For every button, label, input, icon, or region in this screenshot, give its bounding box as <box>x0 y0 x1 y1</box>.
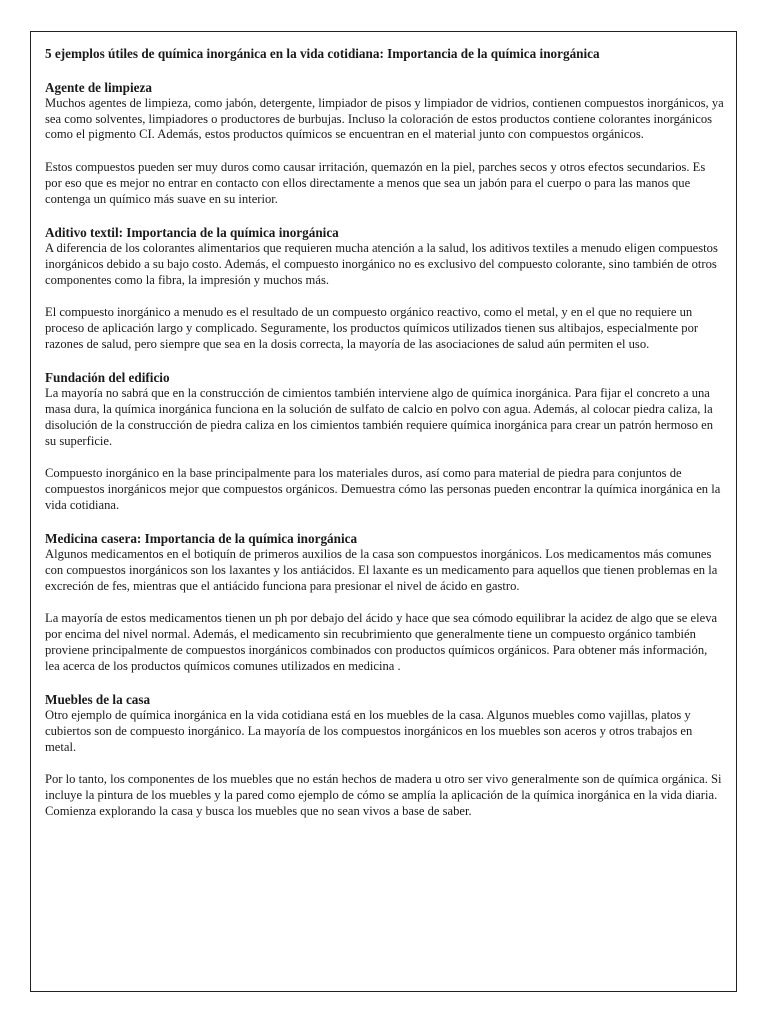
paragraph: Estos compuestos pueden ser muy duros como causar irritación, quemazón en la piel, parches secos y otros efectos secundarios. Es por eso que es mejor no entrar en contacto con ellos directamente a menos que sea un jabón para el cuerpo o para las manos que contenga un químico más suave en su interior. <box>45 160 706 206</box>
paragraph: Otro ejemplo de química inorgánica en la vida cotidiana está en los muebles de la casa. Algunos muebles como vajillas, platos y cubiertos son de compuesto inorgánico. La mayoría de los compuestos inorgánicos en los muebles son aceros y otros trabajos en metal. <box>45 708 693 754</box>
section-heading: Agente de limpieza <box>45 80 152 95</box>
paragraph: Muchos agentes de limpieza, como jabón, detergente, limpiador de pisos y limpiador de vidrios, contienen compuestos inorgánicos, ya sea como solventes, limpiadores o productores de burbujas. Incluso la coloración de estos productos contiene colorantes inorgánicos como el pigmento CI. Además, estos productos químicos se encuentran en el material junto con compuestos orgánicos. <box>45 96 724 142</box>
section-heading: Aditivo textil: Importancia de la química inorgánica <box>45 225 339 241</box>
paragraph: Algunos medicamentos en el botiquín de primeros auxilios de la casa son compuestos inorgánicos. Los medicamentos más comunes con compuestos inorgánicos son los laxantes y los antiácidos. El laxante es un medicamento para aquellos que tienen problemas en la excreción de fes, mientras que el antiácido funciona para presionar el nivel de ácido en gastro. <box>45 547 718 593</box>
paragraph: Compuesto inorgánico en la base principalmente para los materiales duros, así como para material de piedra para conjuntos de compuestos inorgánicos mejor que compuestos orgánicos. Demuestra cómo las personas pueden encontrar la química inorgánica en la vida cotidiana. <box>45 466 721 512</box>
page-title: 5 ejemplos útiles de química inorgánica en la vida cotidiana: Importancia de la química inorgánica <box>45 46 600 61</box>
paragraph: El compuesto inorgánico a menudo es el resultado de un compuesto orgánico reactivo, como el metal, y en el que no requiere un proceso de aplicación largo y complicado. Seguramente, los productos químicos utilizados tienen sus altibajos, especialmente por razones de salud, pero siempre que sea en la dosis correcta, la mayoría de las asociaciones de salud aún permiten el uso. <box>45 305 699 351</box>
section-building-foundation <box>45 370 725 513</box>
section-heading: Muebles de la casa <box>45 692 151 708</box>
section-heading: Medicina casera: Importancia de la química inorgánica <box>45 531 358 547</box>
section-cleaning-agent <box>45 80 725 207</box>
section-home-furniture <box>45 692 725 819</box>
paragraph: La mayoría de estos medicamentos tienen un ph por debajo del ácido y hace que sea cómodo equilibrar la acidez de algo que se eleva por encima del nivel normal. Además, el medicamento sin recubrimiento que generalmente tiene un compuesto orgánico también proviene principalmente de compuestos inorgánicos combinados con productos químicos orgánicos. Para obtener más información, lea acerca de los productos químicos comunes utilizados en medicina . <box>45 611 718 673</box>
paragraph: La mayoría no sabrá que en la construcción de cimientos también interviene algo de química inorgánica. Para fijar el concreto a una masa dura, la química inorgánica funciona en la solución de sulfato de calcio en polvo con agua. Además, al colocar piedra caliza, la disolución de la construcción de piedra caliza en los cimientos también requiere química inorgánica para crear un patrón hermoso en su superficie. <box>45 386 714 448</box>
section-home-medicine <box>45 531 725 674</box>
section-heading: Fundación del edificio <box>45 370 170 386</box>
document-body <box>45 46 725 838</box>
section-textile-additive <box>45 225 725 352</box>
paragraph: Por lo tanto, los componentes de los muebles que no están hechos de madera u otro ser vivo generalmente son de química orgánica. Si incluye la pintura de los muebles y la pared como ejemplo de cómo se amplía la aplicación de la química inorgánica en la vida diaria. Comienza explorando la casa y busca los muebles que no sean vivos a base de saber. <box>45 772 722 818</box>
document-page <box>30 31 737 992</box>
paragraph: A diferencia de los colorantes alimentarios que requieren mucha atención a la salud, los aditivos textiles a menudo eligen compuestos inorgánicos debido a su bajo costo. Además, el compuesto inorgánico no es exclusivo del compuesto colorante, sino también de otros componentes como la fibra, la impresión y muchos más. <box>45 241 718 287</box>
